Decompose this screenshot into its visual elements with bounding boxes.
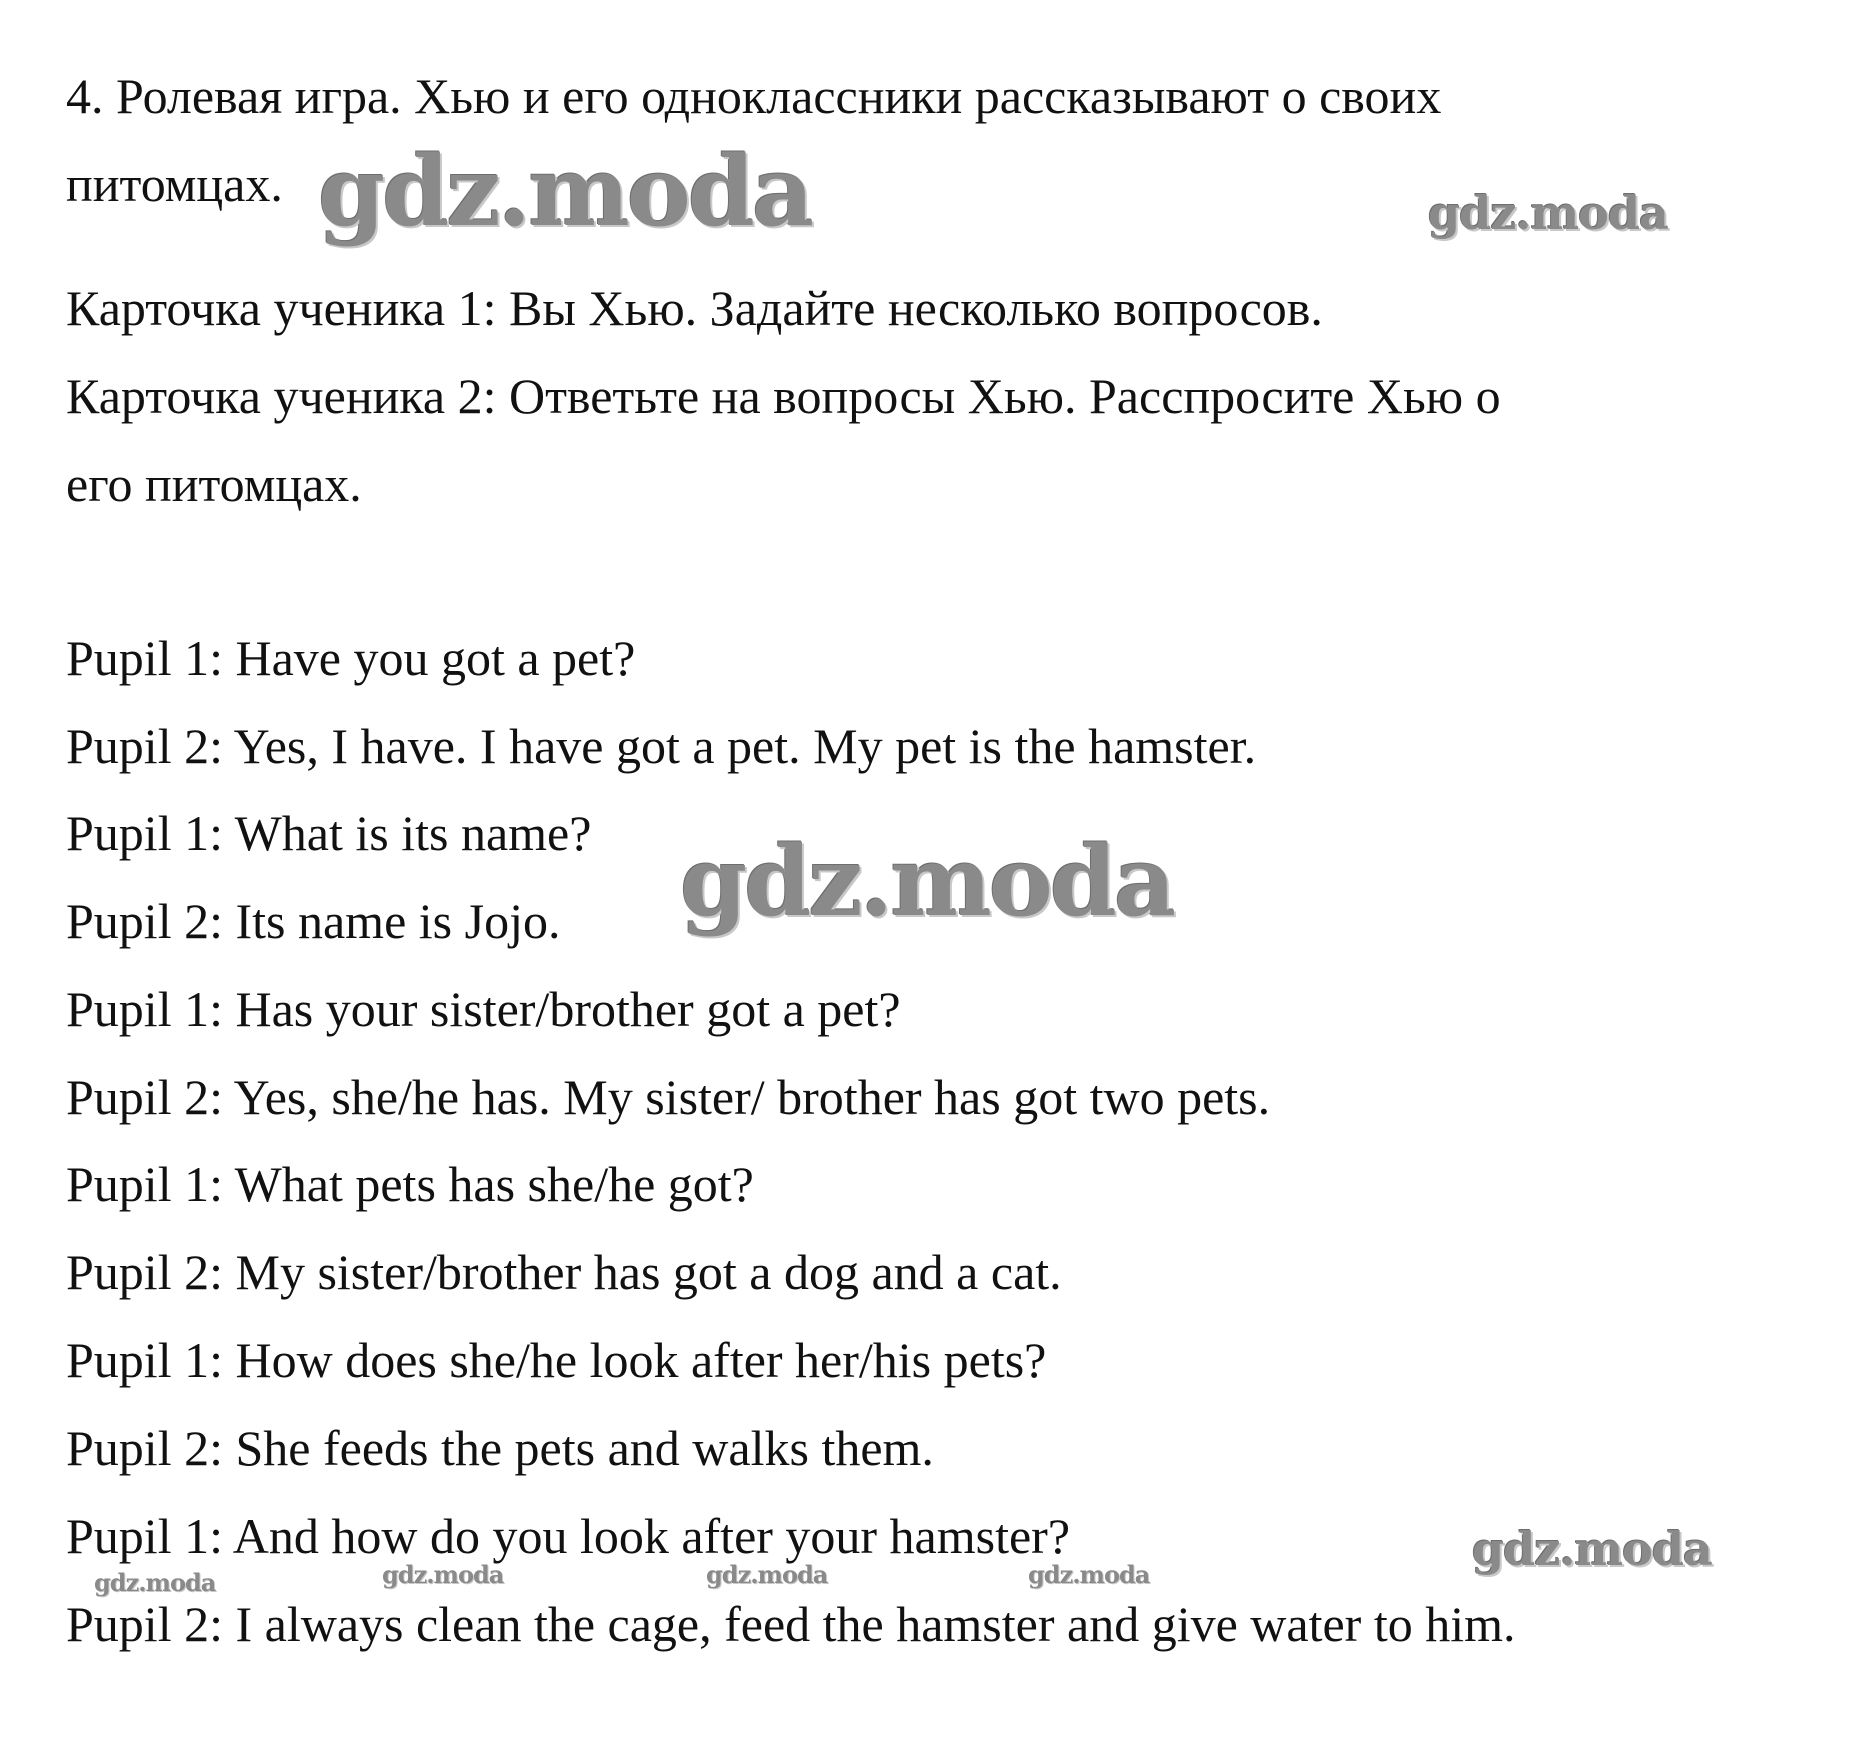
dialogue-line: Pupil 2: Yes, I have. I have got a pet. My pet is the hamster. bbox=[66, 718, 1257, 774]
task-title-line-1: 4. Ролевая игра. Хью и его одноклассники рассказывают о своих bbox=[66, 68, 1442, 124]
watermark: gdz.moda bbox=[706, 1560, 828, 1589]
dialogue-line: Pupil 2: Yes, she/he has. My sister/ brother has got two pets. bbox=[66, 1069, 1271, 1125]
dialogue-line: Pupil 1: Has your sister/brother got a pet? bbox=[66, 981, 901, 1037]
dialogue-line: Pupil 1: Have you got a pet? bbox=[66, 630, 636, 686]
watermark: gdz.moda bbox=[1472, 1522, 1712, 1576]
watermark: gdz.moda bbox=[318, 135, 812, 248]
dialogue-line: Pupil 2: She feeds the pets and walks them. bbox=[66, 1420, 934, 1476]
dialogue-line: Pupil 1: How does she/he look after her/his pets? bbox=[66, 1332, 1047, 1388]
watermark: gdz.moda bbox=[1428, 186, 1668, 240]
dialogue-line: Pupil 1: What is its name? bbox=[66, 805, 592, 861]
student-card-2-line-1: Карточка ученика 2: Ответьте на вопросы Хью. Расспросите Хью о bbox=[66, 368, 1501, 424]
watermark: gdz.moda bbox=[1028, 1560, 1150, 1589]
student-card-1: Карточка ученика 1: Вы Хью. Задайте несколько вопросов. bbox=[66, 280, 1323, 336]
watermark: gdz.moda bbox=[94, 1568, 216, 1597]
dialogue-line: Pupil 1: What pets has she/he got? bbox=[66, 1156, 754, 1212]
dialogue-line: Pupil 2: My sister/brother has got a dog and a cat. bbox=[66, 1244, 1062, 1300]
dialogue-line: Pupil 2: I always clean the cage, feed the hamster and give water to him. bbox=[66, 1596, 1516, 1652]
task-title-line-2: питомцах. bbox=[66, 156, 283, 212]
dialogue-line: Pupil 2: Its name is Jojo. bbox=[66, 893, 561, 949]
student-card-2-line-2: его питомцах. bbox=[66, 456, 362, 512]
dialogue-line: Pupil 1: And how do you look after your hamster? bbox=[66, 1508, 1071, 1564]
watermark: gdz.moda bbox=[680, 825, 1174, 938]
watermark: gdz.moda bbox=[382, 1560, 504, 1589]
